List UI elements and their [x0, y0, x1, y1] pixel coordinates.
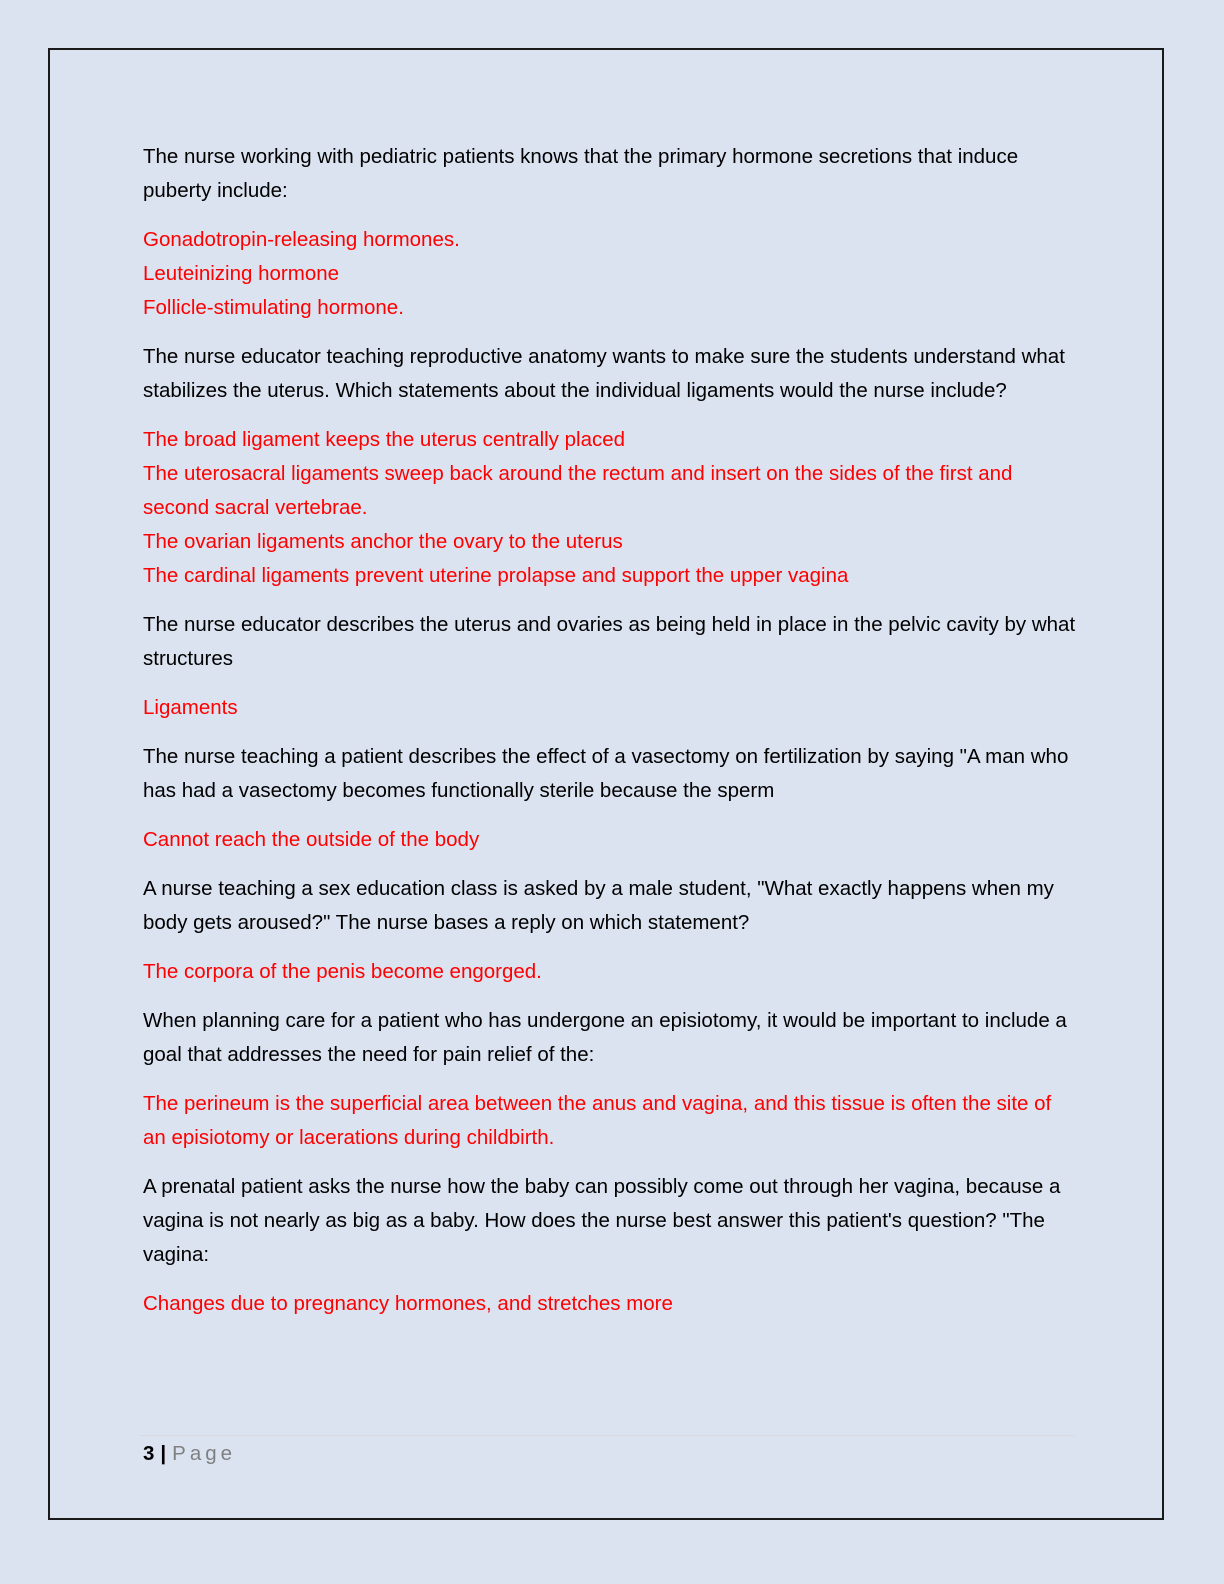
answer-2-2: The uterosacral ligaments sweep back around the rectum and insert on the sides of the first and second sacral vertebrae.	[143, 462, 1013, 519]
question-6: When planning care for a patient who has undergone an episiotomy, it would be important to include a goal that addresses the need for pain relief of the:	[143, 1009, 1067, 1066]
answer-1-2: Leuteinizing hormone	[143, 262, 340, 285]
answer-4-1: Cannot reach the outside of the body	[143, 828, 480, 851]
page-number: 3	[143, 1442, 155, 1465]
answer-block-2	[143, 423, 1078, 593]
question-4: The nurse teaching a patient describes the effect of a vasectomy on fertilization by saying "A man who has had a vasectomy becomes functionally sterile because the sperm	[143, 745, 1069, 802]
question-5: A nurse teaching a sex education class is asked by a male student, "What exactly happens when my body gets aroused?" The nurse bases a reply on which statement?	[143, 877, 1054, 934]
question-1: The nurse working with pediatric patients knows that the primary hormone secretions that induce puberty include:	[143, 145, 1019, 202]
question-3: The nurse educator describes the uterus and ovaries as being held in place in the pelvic cavity by what structures	[143, 613, 1076, 670]
answer-1-3: Follicle-stimulating hormone.	[143, 296, 404, 319]
document-body	[143, 140, 1078, 1336]
question-7: A prenatal patient asks the nurse how the baby can possibly come out through her vagina, because a vagina is not nearly as big as a baby. How does the nurse best answer this patient's question? "The vagina:	[143, 1175, 1061, 1266]
answer-1-1: Gonadotropin-releasing hormones.	[143, 228, 460, 251]
page-separator: |	[160, 1442, 167, 1465]
page-label: Page	[172, 1442, 237, 1465]
answer-block-5	[143, 955, 1078, 989]
answer-block-7	[143, 1287, 1078, 1321]
answer-block-4	[143, 823, 1078, 857]
answer-5-1: The corpora of the penis become engorged.	[143, 960, 542, 983]
answer-6-1: The perineum is the superficial area between the anus and vagina, and this tissue is often the site of an episiotomy or lacerations during childbirth.	[143, 1092, 1052, 1149]
answer-block-6	[143, 1087, 1078, 1155]
answer-2-3: The ovarian ligaments anchor the ovary to the uterus	[143, 530, 623, 553]
answer-7-1: Changes due to pregnancy hormones, and stretches more	[143, 1292, 673, 1315]
answer-3-1: Ligaments	[143, 696, 238, 719]
answer-block-3	[143, 691, 1078, 725]
question-2: The nurse educator teaching reproductive anatomy wants to make sure the students understand what stabilizes the uterus. Which statements about the individual ligaments would the nurse include?	[143, 345, 1065, 402]
answer-2-1: The broad ligament keeps the uterus centrally placed	[143, 428, 626, 451]
answer-2-4: The cardinal ligaments prevent uterine prolapse and support the upper vagina	[143, 564, 849, 587]
page-footer	[143, 1440, 236, 1468]
answer-block-1	[143, 223, 1078, 325]
footer-divider	[140, 1435, 1074, 1436]
